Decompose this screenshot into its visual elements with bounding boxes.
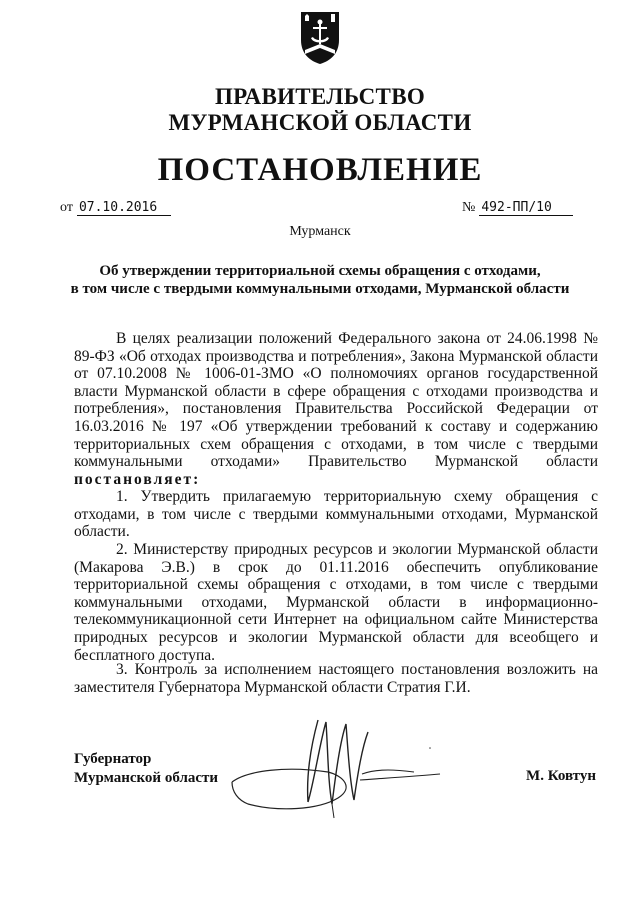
government-title-line1: ПРАВИТЕЛЬСТВО	[214, 84, 426, 109]
government-title-line2: МУРМАНСКОЙ ОБЛАСТИ	[168, 110, 472, 135]
number-value: 492-ПП/10	[479, 200, 573, 216]
signatory-title-line2: Мурманской области	[74, 770, 219, 786]
subject-line1: Об утверждении территориальной схемы обращения с отходами,	[99, 263, 541, 279]
resolves-word: постановляет:	[74, 470, 201, 488]
signatory-title	[74, 750, 218, 788]
preamble-paragraph	[74, 330, 598, 488]
item-1: 1. Утвердить прилагаемую территориальную схему обращения с отходами, в том числе с твердыми коммунальными отходами, Мурманской области.	[74, 488, 598, 541]
number-prefix: №	[462, 200, 476, 215]
item-2: 2. Министерству природных ресурсов и экологии Мурманской области (Макарова Э.В.) в срок до 01.11.2016 обеспечить опубликование территориальной схемы обращения с отходами, в том числе с твердыми коммунальными отходами, Мурманской области в информационно-телекоммуникационной сети Интернет на официальном сайте Министерства природных ресурсов и экологии Мурманской области для всеобщего и бесплатного доступа.	[74, 541, 598, 664]
date-value: 07.10.2016	[77, 200, 171, 216]
signatory-name: М. Ковтун	[526, 768, 596, 784]
coat-of-arms-icon	[298, 10, 342, 66]
subject-line2: в том числе с твердыми коммунальными отходами, Мурманской области	[70, 281, 570, 297]
document-type: ПОСТАНОВЛЕНИЕ	[157, 152, 483, 188]
date-block	[60, 200, 171, 216]
item-3: 3. Контроль за исполнением настоящего постановления возложить на заместителя Губернатора Мурманской области Стратия Г.И.	[74, 661, 598, 696]
date-prefix: от	[60, 200, 73, 215]
number-block	[462, 200, 573, 216]
handwritten-signature-icon	[228, 712, 458, 822]
subject-heading	[0, 262, 640, 298]
signatory-title-line1: Губернатор	[74, 751, 152, 767]
city: Мурманск	[289, 224, 351, 239]
preamble-text: В целях реализации положений Федерального закона от 24.06.1998 № 89-ФЗ «Об отходах производства и потребления», Закона Мурманской области от 07.10.2008 № 1006-01-ЗМО «О полномочиях органов государственной власти Мурманской области в сфере обращения с отходами производства и потребления», постановления Правительства Российской Федерации от 16.03.2016 № 197 «Об утверждении требований к составу и содержанию территориальных схем обращения с отходами, в том числе с твердыми коммунальными отходами» Правительство Мурманской области	[74, 330, 598, 471]
